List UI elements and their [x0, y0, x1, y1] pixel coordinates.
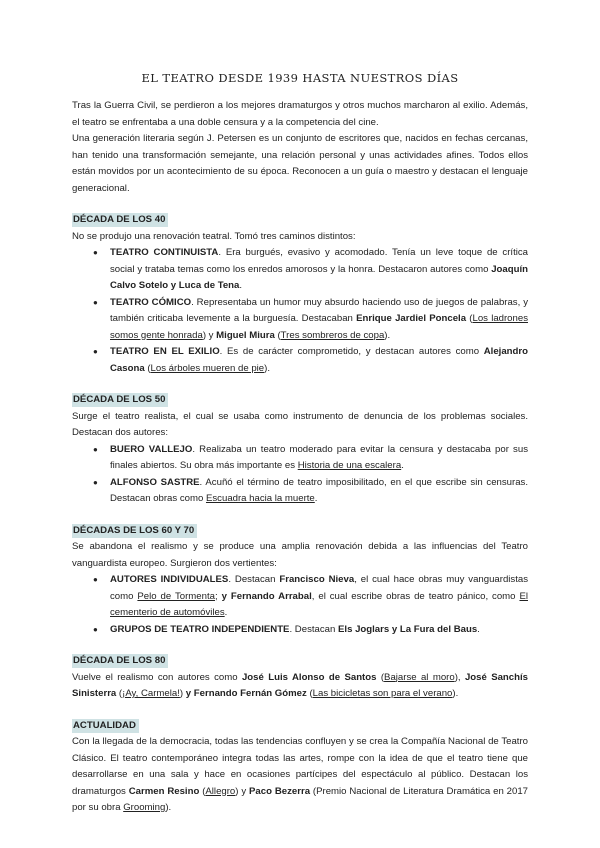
author: y Fernando Fernán Gómez	[185, 688, 307, 699]
work-title: Tres sombreros de copa	[280, 329, 385, 341]
list-item: ● ALFONSO SASTRE. Acuñó el término de teatro imposibilitado, en el que escribe sin censuras. Destacan obras como Escuadra hacia la muerte.	[96, 475, 528, 508]
section-heading-40: DÉCADA DE LOS 40	[72, 213, 168, 227]
bullet-list-50	[96, 442, 528, 508]
bullet-list-40	[96, 245, 528, 377]
work-title: Allegro	[205, 785, 236, 797]
work-title: Grooming	[123, 802, 166, 813]
section-heading-60-70: DÉCADAS DE LOS 60 Y 70	[72, 524, 197, 538]
work-title: Bajarse al moro	[384, 671, 455, 683]
section-paragraph-actualidad: Con la llegada de la democracia, todas las tendencias confluyen y se crea la Compañía Nacional de Teatro Clásico. El teatro contemporáneo integra todas las artes, rompe con la idea de que el teatro tiene que desarrollarse en una sala y hace en ocasiones partícipes del espectáculo al público. Destacan los dramaturgos Carmen Resino (Allegro) y Paco Bezerra (Premio Nacional de Literatura Dramática en 2017 por su obra Grooming).	[72, 736, 529, 813]
author: Paco Bezerra	[249, 785, 311, 797]
section-heading-80: DÉCADA DE LOS 80	[72, 654, 168, 668]
section-heading-50: DÉCADA DE LOS 50	[72, 393, 168, 407]
work-title: Pelo de Tormenta	[137, 590, 215, 602]
list-item: ● BUERO VALLEJO. Realizaba un teatro moderado para evitar la censura y destacaba por sus finales abiertos. Su obra más importante es Historia de una escalera.	[96, 442, 528, 475]
section-intro-50: Surge el teatro realista, el cual se usaba como instrumento de denuncia de los problemas sociales. Destacan dos autores:	[72, 410, 528, 438]
term: TEATRO CONTINUISTA	[110, 247, 219, 258]
author: y Fernando Arrabal	[221, 590, 312, 602]
intro-paragraph-1: Tras la Guerra Civil, se perdieron a los mejores dramaturgos y otros muchos marcharon al exilio. Además, el teatro se enfrentaba a una doble censura y a la competencia del cine.	[72, 100, 528, 128]
work-title: ¡Ay, Carmela!	[122, 688, 180, 699]
work-title: Historia de una escalera	[297, 460, 402, 471]
term: TEATRO EN EL EXILIO	[110, 346, 220, 357]
section-paragraph-80: Vuelve el realismo con autores como José Luis Alonso de Santos (Bajarse al moro), José Sanchís Sinisterra (¡Ay, Carmela!) y Fernando Fernán Gómez (Las bicicletas son para el verano).	[72, 671, 528, 699]
section-intro-40: No se produjo una renovación teatral. Tomó tres caminos distintos:	[72, 230, 356, 242]
section-heading-actualidad: ACTUALIDAD	[72, 719, 139, 733]
work-title: Las bicicletas son para el verano	[312, 688, 453, 699]
list-item: ● TEATRO CONTINUISTA. Era burgués, evasivo y acomodado. Tenía un leve toque de crítica social y trataba temas como los enredos amorosos y la honra. Destacaron autores como Joaquín Calvo Sotelo y Luca de Tena.	[96, 245, 528, 295]
bullet-list-60-70	[96, 572, 528, 638]
group-names: Els Joglars y La Fura del Baus	[338, 623, 478, 635]
list-item: ● GRUPOS DE TEATRO INDEPENDIENTE. Destacan Els Joglars y La Fura del Baus.	[96, 622, 528, 639]
author: José Luis Alonso de Santos	[241, 671, 377, 683]
intro-paragraph-2: Una generación literaria según J. Petersen es un conjunto de escritores que, nacidos en fechas cercanas, han tenido una transformación semejante, una relación personal y unas actividades afines. Todos ellos están movidos por un acontecimiento de su época. Reconocen a un guía o maestro y destacan el lenguaje generacional.	[72, 133, 528, 194]
work-title: Los ladrones somos gente honrada	[110, 313, 528, 341]
author: Alejandro Casona	[110, 346, 528, 374]
term: GRUPOS DE TEATRO INDEPENDIENTE	[110, 623, 290, 635]
section-intro-60-70: Se abandona el realismo y se produce una amplia renovación debida a las influencias del Teatro vanguardista europeo. Surgieron dos vertientes:	[72, 541, 528, 569]
author: Joaquín Calvo Sotelo y Luca de Tena	[110, 263, 528, 291]
author: José Sanchís Sinisterra	[72, 671, 528, 699]
author: Carmen Resino	[128, 785, 200, 797]
list-item: ● AUTORES INDIVIDUALES. Destacan Francisco Nieva, el cual hace obras muy vanguardistas como Pelo de Tormenta; y Fernando Arrabal, el cual escribe obras de teatro pánico, como El cementerio de automóviles.	[96, 572, 528, 622]
list-item: ● TEATRO EN EL EXILIO. Es de carácter comprometido, y destacan autores como Alejandro Casona (Los árboles mueren de pie).	[96, 344, 528, 377]
term: ALFONSO SASTRE	[110, 476, 200, 488]
work-title: El cementerio de automóviles	[110, 590, 528, 618]
author: Miguel Miura	[216, 329, 275, 341]
page-title: EL TEATRO DESDE 1939 HASTA NUESTROS DÍAS	[141, 71, 459, 85]
work-title: Escuadra hacia la muerte	[205, 493, 315, 504]
list-item: ● TEATRO CÓMICO. Representaba un humor muy absurdo haciendo uso de juegos de palabras, y también criticaba levemente a la burguesía. Destacaban Enrique Jardiel Poncela (Los ladrones somos gente honrada) y Miguel Miura (Tres sombreros de copa).	[96, 295, 528, 345]
term: TEATRO CÓMICO	[110, 296, 192, 308]
term: AUTORES INDIVIDUALES	[110, 574, 229, 585]
work-title: Los árboles mueren de pie	[150, 362, 265, 374]
author: Francisco Nieva	[279, 574, 355, 585]
term: BUERO VALLEJO	[110, 443, 193, 455]
author: Enrique Jardiel Poncela	[356, 313, 467, 324]
